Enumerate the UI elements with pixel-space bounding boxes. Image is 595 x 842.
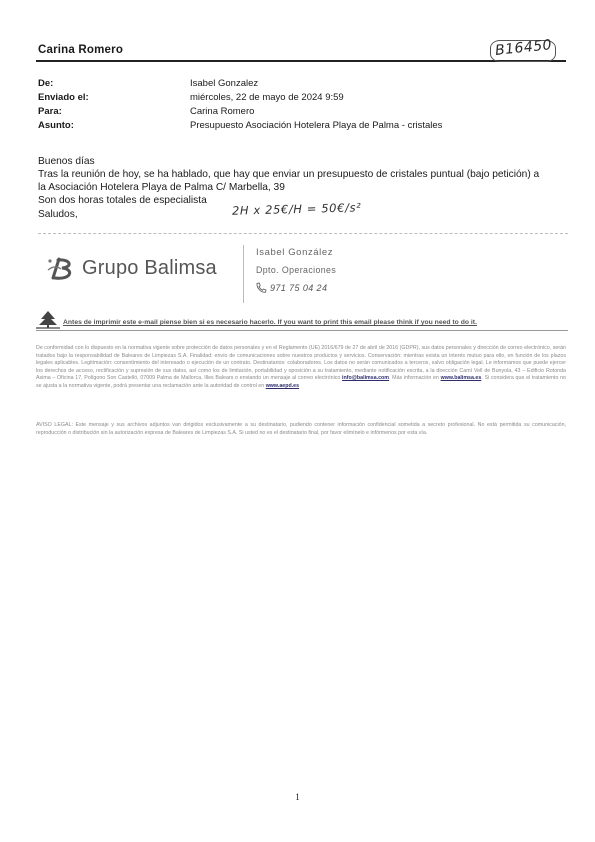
eco-tree-icon: [36, 310, 60, 335]
body-line-2: la Asociación Hotelera Playa de Palma C/ Marbella, 39: [38, 182, 285, 193]
privacy-notice: De conformidad con lo dispuesto en la normativa vigente sobre protección de datos personales y en el Reglamento (UE) 2016/679 de 27 de abril de 2016 (GDPR), sus datos personales y dirección de correo electrónico, serán tratados bajo la responsabilidad de Baleares de Limpiezas S.A. Finalidad: envío de comunicaciones sobre nuestros productos y servicios. Conservación: mientras exista un interés mutuo para ello, en función de los plazos legales aplicables. Legitimación: consentimiento del interesado o ejecución de un contrato. Destinatarios: colaboradores. Los datos no serán comunicados a terceros, salvo obligación legal. Le informamos que puede ejercer los derechos de acceso, rectificación y supresión de sus datos, así como los de limitación, portabilidad y oposición a su tratamiento, mediante notificación escrita, a la dirección Camí Vell de Bunyola, 43 – Edificio Rotonda Asima – Oficina 17, Polígono Son Castelló, 07009 Palma de Mallorca, Illes Balears o enviando un mensaje al correo electrónico info@balimsa.com. Más información en www.balimsa.es. Si considera que el tratamiento no se ajusta a la normativa vigente, podrá presentar una reclamación ante la autoridad de control en www.aepd.es: [36, 345, 566, 389]
eco-divider: [36, 330, 568, 331]
signature-name: Isabel González: [256, 247, 334, 258]
from-value: Isabel Gonzalez: [190, 78, 259, 89]
sent-value: miércoles, 22 de mayo de 2024 9:59: [190, 92, 344, 103]
eco-print-notice: Antes de imprimir este e-mail piense bien si es necesario hacerlo. If you want to print this email please think if you need to do it.: [63, 319, 477, 326]
legal-notice: AVISO LEGAL: Este mensaje y sus archivos adjuntos van dirigidos exclusivamente a su destinatario, pudiendo contener información confidencial sometida a secreto profesional. No está permitida su comunicación, reproducción o distribución sin la autorización expresa de Baleares de Limpiezas S.A. Si usted no es el destinatario final, por favor elimínelo e infórmenos por esta vía.: [36, 422, 566, 436]
body-line-1: Tras la reunión de hoy, se ha hablado, que hay que enviar un presupuesto de cristales puntual (bajo petición) a: [38, 169, 540, 180]
subject-label: Asunto:: [38, 120, 74, 131]
from-label: De:: [38, 78, 54, 89]
signature-separator: [243, 245, 244, 303]
to-value: Carina Romero: [190, 106, 255, 117]
grupo-balimsa-logo-icon: [45, 256, 79, 287]
sent-label: Enviado el:: [38, 92, 89, 103]
closing: Saludos,: [38, 209, 78, 220]
signature-divider: [38, 233, 568, 234]
header-rule: [36, 60, 566, 62]
signature-department: Dpto. Operaciones: [256, 265, 337, 275]
website-link[interactable]: www.balimsa.es: [440, 375, 482, 382]
page-number: 1: [295, 792, 300, 802]
company-logo-text: Grupo Balimsa: [82, 257, 217, 279]
subject-value: Presupuesto Asociación Hotelera Playa de Palma - cristales: [190, 120, 443, 131]
email-link[interactable]: info@balimsa.com: [342, 375, 390, 382]
phone-icon: [255, 282, 267, 297]
sender-name-header: Carina Romero: [38, 44, 124, 56]
greeting: Buenos días: [38, 156, 95, 167]
to-label: Para:: [38, 106, 62, 117]
handwritten-code: B16450: [494, 37, 553, 59]
aepd-link[interactable]: www.aepd.es: [265, 382, 300, 389]
body-line-3: Son dos horas totales de especialista: [38, 195, 207, 206]
signature-phone[interactable]: 971 75 04 24: [270, 283, 328, 293]
handwritten-calculation: 2H x 25€/H = 50€/s²: [231, 200, 362, 218]
